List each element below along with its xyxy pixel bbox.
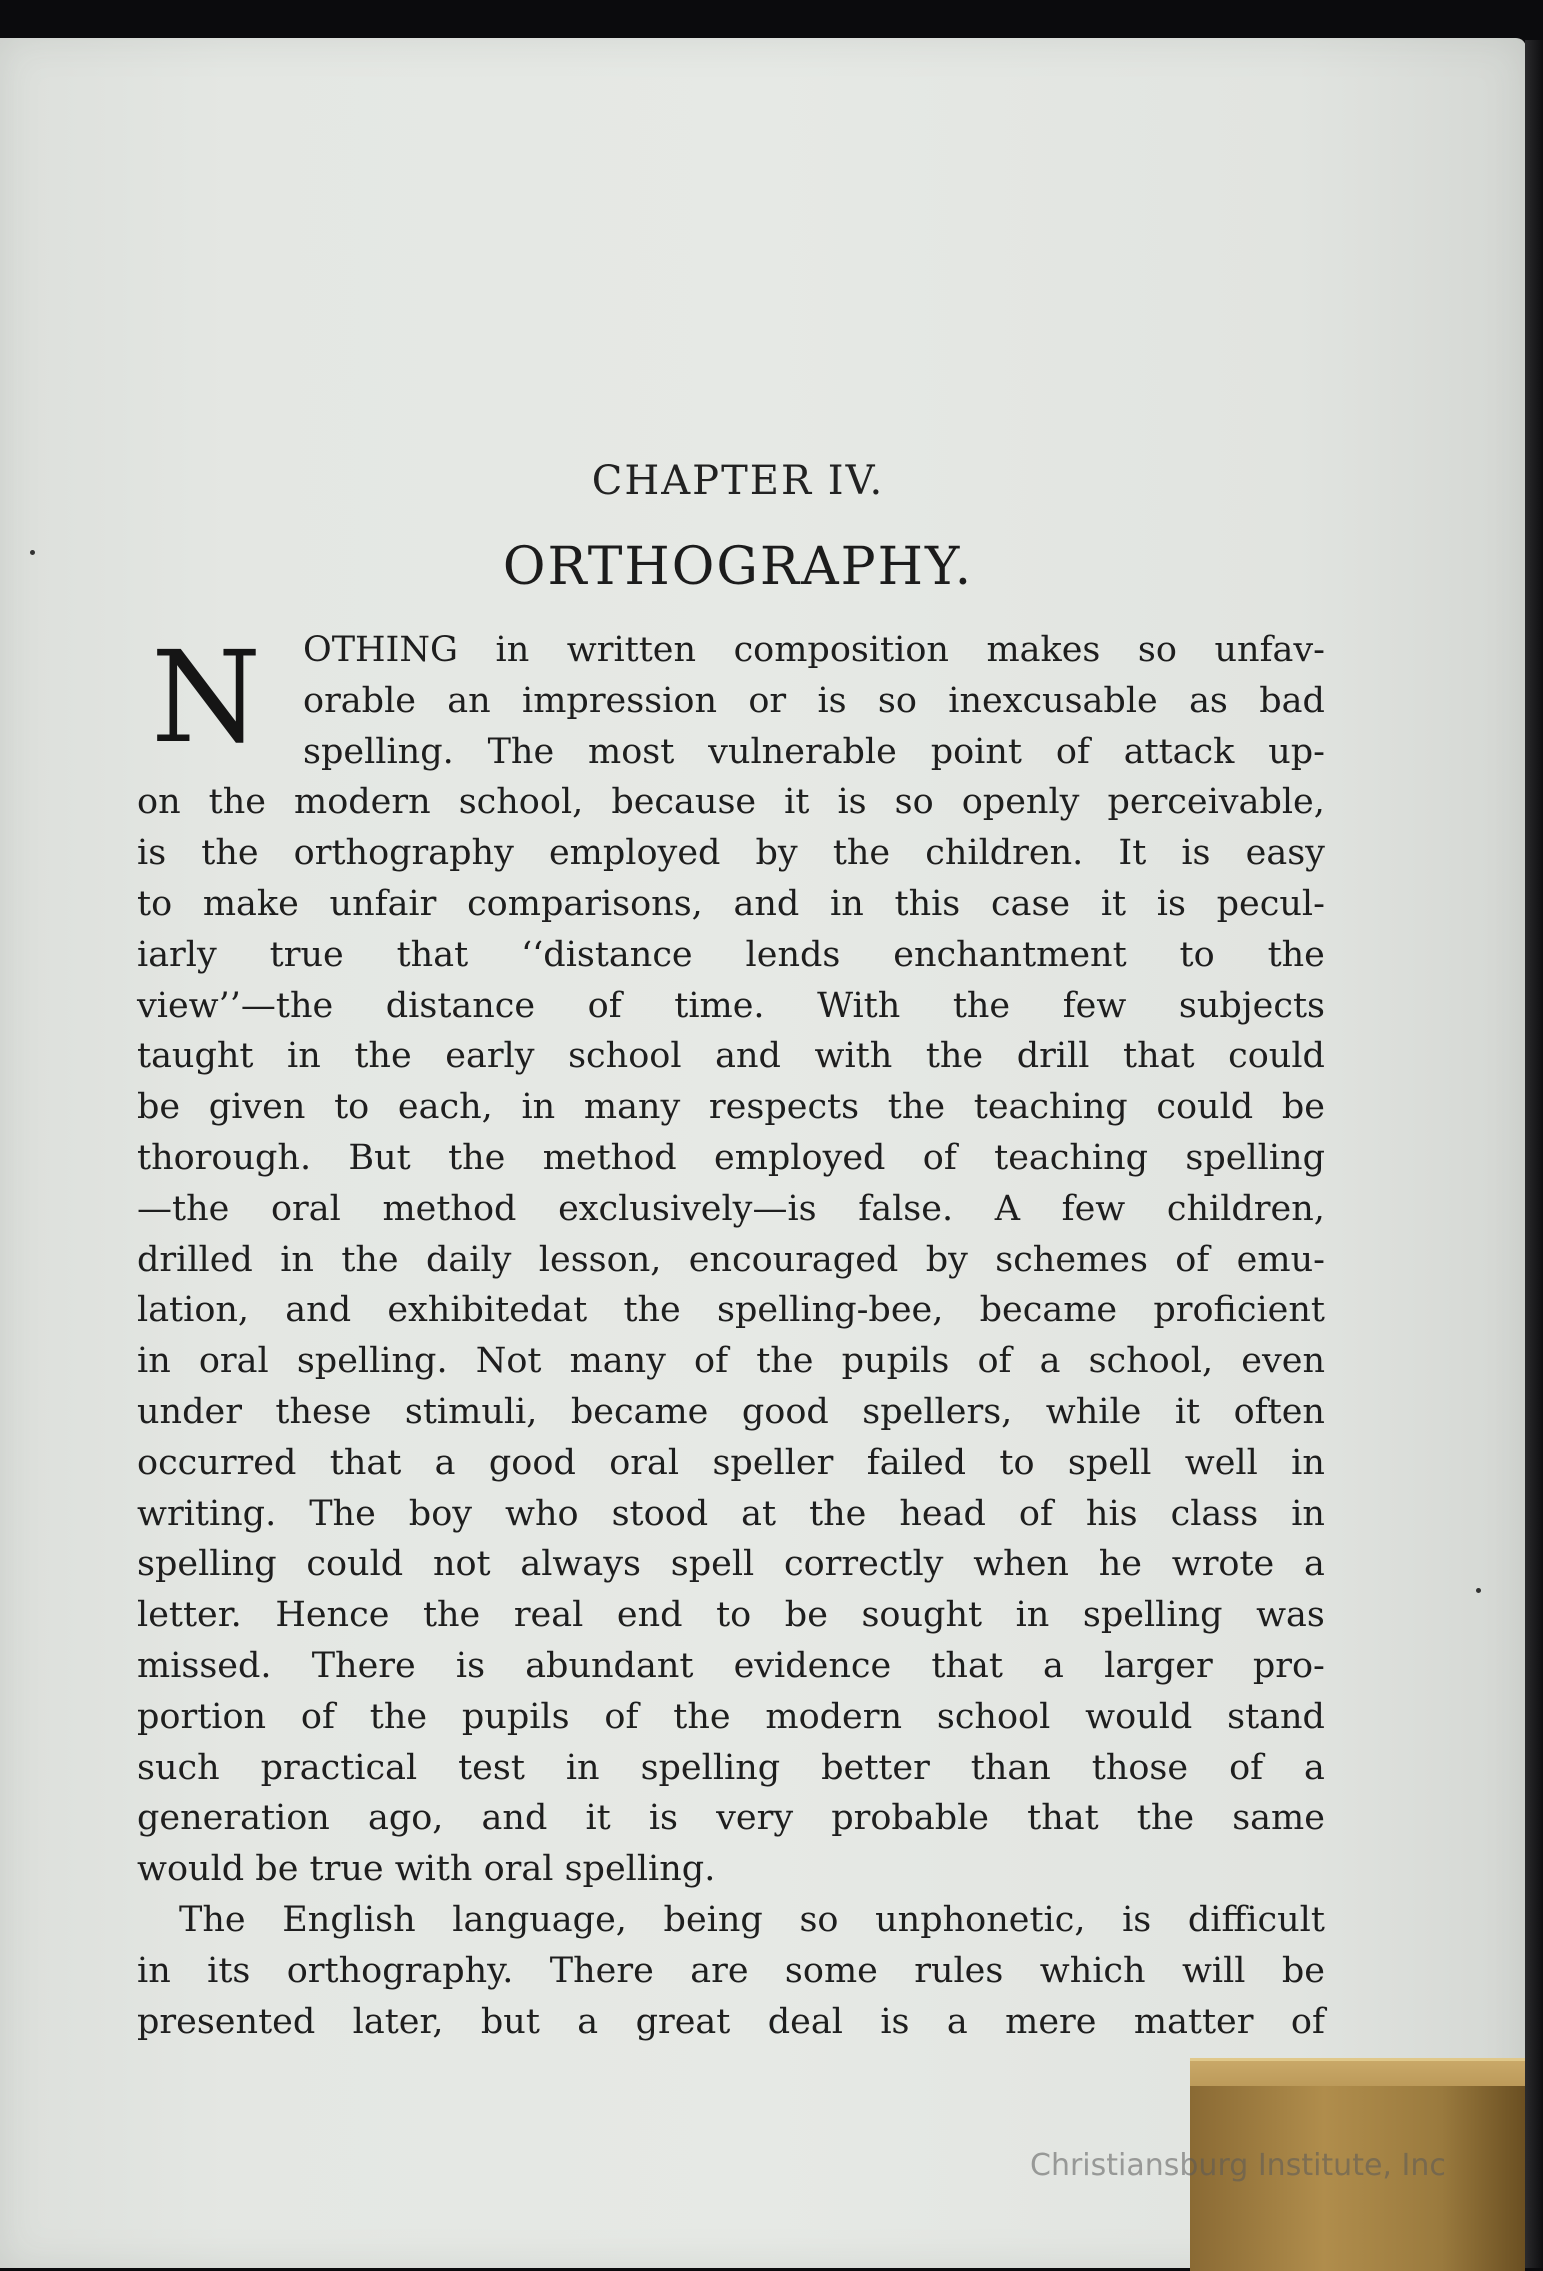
word: test xyxy=(458,1747,525,1788)
text-line xyxy=(137,1743,1325,1794)
word: The xyxy=(179,1899,246,1940)
word: boy xyxy=(408,1493,473,1534)
word: correctly xyxy=(783,1544,944,1585)
word: makes xyxy=(986,630,1101,670)
word: but xyxy=(480,2001,540,2042)
text-line xyxy=(137,1184,1325,1235)
word: lends xyxy=(745,934,841,975)
word: The xyxy=(309,1493,376,1534)
paragraph-1 xyxy=(137,625,1325,1895)
word: orthography. xyxy=(286,1950,514,1991)
word: matter xyxy=(1133,2001,1254,2042)
word: the xyxy=(623,1290,681,1331)
word: to xyxy=(1179,934,1215,975)
word: these xyxy=(275,1391,372,1432)
word: stand xyxy=(1227,1696,1325,1737)
page-edge xyxy=(1525,40,1543,2268)
word: occurred xyxy=(137,1442,297,1483)
word: in xyxy=(830,883,864,924)
word: teaching xyxy=(973,1087,1128,1128)
word: unfav- xyxy=(1214,630,1325,670)
text-line xyxy=(137,625,1325,676)
word: stimuli, xyxy=(404,1391,538,1432)
word: But xyxy=(348,1137,411,1178)
word: lesson, xyxy=(538,1239,662,1280)
word: case xyxy=(990,883,1071,924)
word: in xyxy=(137,1341,171,1382)
word: in xyxy=(521,1087,556,1128)
word: wrote xyxy=(1171,1544,1275,1585)
word: each, xyxy=(397,1087,493,1128)
word: the xyxy=(341,1239,399,1280)
text-line xyxy=(137,1133,1325,1184)
word: school, xyxy=(458,782,584,823)
word: that xyxy=(1123,1036,1195,1077)
text-line xyxy=(137,727,1325,778)
text-line xyxy=(137,1031,1325,1082)
word: to xyxy=(334,1087,370,1128)
word: spelling xyxy=(1185,1137,1325,1178)
word: comparisons, xyxy=(467,883,703,924)
word: later, xyxy=(352,2001,444,2042)
text-line xyxy=(137,1895,1325,1946)
word: many xyxy=(569,1341,666,1382)
word: inexcusable xyxy=(948,680,1158,721)
word: daily xyxy=(426,1239,512,1280)
word: evidence xyxy=(733,1645,892,1686)
word: class xyxy=(1170,1493,1259,1534)
word: spelling-bee, xyxy=(717,1290,944,1331)
word: being xyxy=(663,1899,763,1940)
word: ago, xyxy=(367,1798,444,1839)
text-line xyxy=(137,1641,1325,1692)
word: as xyxy=(1189,680,1228,721)
word: the xyxy=(201,833,259,874)
word: OTHING xyxy=(303,630,458,670)
text-line xyxy=(137,1336,1325,1387)
word: spelling xyxy=(137,1544,277,1585)
word: it xyxy=(784,782,810,823)
text-line xyxy=(137,930,1325,981)
word: the xyxy=(952,985,1011,1026)
word: and xyxy=(715,1036,781,1077)
word: so xyxy=(1137,630,1177,670)
word: with xyxy=(814,1036,893,1077)
word: is xyxy=(648,1798,678,1839)
text-line xyxy=(137,1590,1325,1641)
word: could xyxy=(306,1544,404,1585)
word: the xyxy=(422,1595,481,1636)
text-line xyxy=(137,1692,1325,1743)
word: well xyxy=(1184,1442,1258,1483)
word: view’’—the xyxy=(137,985,334,1026)
word: could xyxy=(1156,1087,1254,1128)
word: the xyxy=(369,1696,428,1737)
word: missed. xyxy=(137,1645,272,1686)
word: pecul- xyxy=(1216,883,1325,924)
word: proficient xyxy=(1153,1290,1325,1331)
text-line xyxy=(137,1082,1325,1133)
word: end xyxy=(616,1595,683,1636)
word: a xyxy=(946,2001,968,2042)
word: children, xyxy=(1166,1188,1325,1229)
word: of xyxy=(1055,731,1090,772)
word: that xyxy=(396,934,469,975)
word: unfair xyxy=(329,883,437,924)
word: became xyxy=(979,1290,1118,1331)
word: a xyxy=(434,1442,456,1483)
text-line xyxy=(137,879,1325,930)
word: who xyxy=(505,1493,579,1534)
word: by xyxy=(925,1239,968,1280)
word: difficult xyxy=(1187,1899,1325,1940)
word: the xyxy=(809,1493,867,1534)
text-line xyxy=(137,828,1325,879)
word: the xyxy=(756,1341,814,1382)
word: drill xyxy=(1016,1036,1090,1077)
text-line xyxy=(137,1539,1325,1590)
word: the xyxy=(832,833,891,874)
word: of xyxy=(977,1341,1012,1382)
chapter-number: CHAPTER IV. xyxy=(591,458,885,504)
word: many xyxy=(583,1087,681,1128)
word: of xyxy=(1018,1493,1053,1534)
word: time. xyxy=(674,985,765,1026)
word: encouraged xyxy=(688,1239,899,1280)
word: be xyxy=(1281,1950,1325,1991)
word: of xyxy=(300,1696,335,1737)
word: It xyxy=(1118,833,1147,874)
word: English xyxy=(282,1899,416,1940)
word: and xyxy=(481,1798,548,1839)
word: a xyxy=(1039,1341,1061,1382)
word: would xyxy=(1085,1696,1193,1737)
word: taught xyxy=(137,1036,254,1077)
word: became xyxy=(570,1391,709,1432)
text-line xyxy=(137,1997,1325,2048)
text-line xyxy=(137,1438,1325,1489)
word: school xyxy=(936,1696,1051,1737)
word: to xyxy=(999,1442,1035,1483)
word: so xyxy=(877,680,917,721)
word: of xyxy=(604,1696,639,1737)
word: by xyxy=(755,833,798,874)
word: composition xyxy=(733,630,949,670)
word: modern xyxy=(294,782,431,823)
word: stood xyxy=(611,1493,709,1534)
word: There xyxy=(549,1950,654,1991)
word: he xyxy=(1098,1544,1142,1585)
word: oral xyxy=(609,1442,680,1483)
word: emu- xyxy=(1236,1239,1325,1280)
word: which xyxy=(1039,1950,1146,1991)
word: that xyxy=(931,1645,1003,1686)
word: of xyxy=(694,1341,729,1382)
word: true xyxy=(269,934,344,975)
word: and xyxy=(733,883,800,924)
word: is xyxy=(817,680,847,721)
word: the xyxy=(925,1036,984,1077)
word: be xyxy=(1281,1087,1325,1128)
word: when xyxy=(973,1544,1069,1585)
word: With xyxy=(817,985,901,1026)
word: deal xyxy=(767,2001,843,2042)
word: of xyxy=(587,985,622,1026)
word: generation xyxy=(137,1798,330,1839)
word: of xyxy=(1229,1747,1264,1788)
word: a xyxy=(577,2001,599,2042)
word: oral xyxy=(270,1188,341,1229)
word: it xyxy=(1174,1391,1201,1432)
word: always xyxy=(520,1544,641,1585)
word: lation, xyxy=(137,1290,250,1331)
word: such xyxy=(137,1747,220,1788)
word: The xyxy=(487,731,555,772)
word: good xyxy=(488,1442,576,1483)
word: Not xyxy=(475,1341,542,1382)
watermark: Christiansburg Institute, Inc xyxy=(1030,2148,1446,2183)
word: school xyxy=(568,1036,682,1077)
word: the xyxy=(1267,934,1325,975)
word: be xyxy=(784,1595,828,1636)
word: most xyxy=(588,731,675,772)
word: bad xyxy=(1259,680,1325,721)
word: spellers, xyxy=(862,1391,1013,1432)
word: subjects xyxy=(1178,985,1325,1026)
word: of xyxy=(1175,1239,1210,1280)
word: exhibitedat xyxy=(387,1290,588,1331)
word: spelling xyxy=(640,1747,781,1788)
word: There xyxy=(311,1645,416,1686)
word: —the xyxy=(137,1188,230,1229)
word: writing. xyxy=(137,1493,277,1534)
word: the xyxy=(1136,1798,1195,1839)
word: language, xyxy=(452,1899,627,1940)
word: not xyxy=(432,1544,491,1585)
text-line xyxy=(137,1793,1325,1844)
word: perceivable, xyxy=(1107,782,1325,823)
word: is xyxy=(455,1645,486,1686)
text-line xyxy=(137,981,1325,1032)
word: the xyxy=(448,1137,506,1178)
word: the xyxy=(354,1036,412,1077)
word: openly xyxy=(961,782,1080,823)
word: larger xyxy=(1104,1645,1213,1686)
word: in xyxy=(287,1036,321,1077)
word: is xyxy=(837,782,867,823)
word: in xyxy=(137,1950,171,1991)
word: letter. xyxy=(137,1595,242,1636)
word: good xyxy=(741,1391,829,1432)
word: spelling. xyxy=(303,731,454,772)
word: of xyxy=(1290,2001,1325,2042)
word: abundant xyxy=(525,1645,694,1686)
word: orthography xyxy=(293,833,514,874)
word: false. xyxy=(858,1188,954,1229)
word: this xyxy=(894,883,961,924)
word: Hence xyxy=(275,1595,390,1636)
word: often xyxy=(1233,1391,1325,1432)
word: to xyxy=(137,883,173,924)
word: very xyxy=(716,1798,794,1839)
word: that xyxy=(1027,1798,1099,1839)
word: speller xyxy=(712,1442,834,1483)
word: or xyxy=(748,680,787,721)
word: probable xyxy=(831,1798,990,1839)
word: real xyxy=(513,1595,584,1636)
word: easy xyxy=(1245,833,1325,874)
word: mere xyxy=(1005,2001,1097,2042)
text-line xyxy=(137,1946,1325,1997)
word: iarly xyxy=(137,934,217,975)
word: pupils xyxy=(461,1696,570,1737)
word: be xyxy=(137,1087,181,1128)
word: up- xyxy=(1268,731,1325,772)
word: unphonetic, xyxy=(875,1899,1086,1940)
word: a xyxy=(1304,1747,1325,1788)
word: while xyxy=(1045,1391,1142,1432)
word: exclusively—is xyxy=(558,1188,817,1229)
text-line xyxy=(137,777,1325,828)
text-line xyxy=(137,676,1325,727)
stray-mark xyxy=(1476,1588,1481,1593)
word: to xyxy=(716,1595,752,1636)
word: few xyxy=(1062,985,1127,1026)
word: make xyxy=(202,883,299,924)
word: is xyxy=(1122,1899,1152,1940)
word: is xyxy=(137,833,167,874)
word: few xyxy=(1061,1188,1126,1229)
drop-cap: N xyxy=(151,624,262,771)
word: the xyxy=(673,1696,731,1737)
word: enchantment xyxy=(893,934,1127,975)
word: head xyxy=(899,1493,986,1534)
word: pro- xyxy=(1252,1645,1325,1686)
word: in xyxy=(1291,1442,1325,1483)
text-line xyxy=(137,1489,1325,1540)
word: oral xyxy=(198,1341,269,1382)
body-text xyxy=(137,625,1325,2047)
word: that xyxy=(329,1442,402,1483)
text-line: would be true with oral spelling. xyxy=(137,1849,716,1890)
word: in xyxy=(495,630,530,670)
word: vulnerable xyxy=(708,731,897,772)
word: spell xyxy=(1067,1442,1152,1483)
word: will xyxy=(1181,1950,1246,1991)
word: of xyxy=(922,1137,957,1178)
word: schemes xyxy=(995,1239,1148,1280)
word: rules xyxy=(914,1950,1004,1991)
word: thorough. xyxy=(137,1137,312,1178)
word: is xyxy=(880,2001,910,2042)
word: attack xyxy=(1123,731,1235,772)
word: point xyxy=(930,731,1022,772)
word: could xyxy=(1228,1036,1325,1077)
word: drilled xyxy=(137,1239,253,1280)
word: an xyxy=(447,680,491,721)
word: was xyxy=(1256,1595,1325,1636)
word: spell xyxy=(670,1544,755,1585)
word: pupils xyxy=(841,1341,950,1382)
word: employed xyxy=(548,833,721,874)
word: employed xyxy=(714,1137,886,1178)
word: sought xyxy=(861,1595,983,1636)
word: ‘‘distance xyxy=(521,934,693,975)
paragraph-2 xyxy=(137,1895,1325,2047)
word: modern xyxy=(765,1696,903,1737)
word: method xyxy=(382,1188,517,1229)
word: teaching xyxy=(994,1137,1149,1178)
word: is xyxy=(1181,833,1211,874)
word: a xyxy=(1304,1544,1325,1585)
word: great xyxy=(635,2001,731,2042)
word: those xyxy=(1091,1747,1189,1788)
word: a xyxy=(1043,1645,1064,1686)
word: same xyxy=(1232,1798,1325,1839)
word: given xyxy=(208,1087,306,1128)
text-line xyxy=(137,1285,1325,1336)
word: in xyxy=(280,1239,314,1280)
word: in xyxy=(565,1747,600,1788)
word: it xyxy=(1100,883,1127,924)
word: the xyxy=(887,1087,946,1128)
word: are xyxy=(690,1950,749,1991)
word: than xyxy=(970,1747,1051,1788)
word: written xyxy=(566,630,697,670)
word: some xyxy=(784,1950,878,1991)
word: and xyxy=(285,1290,352,1331)
word: so xyxy=(799,1899,839,1940)
word: children. xyxy=(925,833,1084,874)
text-line xyxy=(137,1235,1325,1286)
word: practical xyxy=(260,1747,418,1788)
chapter-title: ORTHOGRAPHY. xyxy=(502,537,974,597)
word: its xyxy=(207,1950,251,1991)
text-line xyxy=(137,1387,1325,1438)
word: better xyxy=(821,1747,930,1788)
word: it xyxy=(585,1798,611,1839)
word: spelling. xyxy=(296,1341,448,1382)
word: A xyxy=(994,1188,1020,1229)
word: is xyxy=(1156,883,1186,924)
word: so xyxy=(894,782,934,823)
word: early xyxy=(445,1036,535,1077)
word: portion xyxy=(137,1696,267,1737)
word: in xyxy=(1291,1493,1325,1534)
word: respects xyxy=(708,1087,860,1128)
word: failed xyxy=(866,1442,967,1483)
word: distance xyxy=(385,985,536,1026)
word: his xyxy=(1085,1493,1138,1534)
word: because xyxy=(611,782,757,823)
word: in xyxy=(1015,1595,1050,1636)
word: impression xyxy=(522,680,717,721)
word: the xyxy=(208,782,266,823)
word: even xyxy=(1241,1341,1325,1382)
word: on xyxy=(137,782,181,823)
word: method xyxy=(542,1137,677,1178)
word: spelling xyxy=(1082,1595,1223,1636)
word: presented xyxy=(137,2001,316,2042)
word: school, xyxy=(1088,1341,1214,1382)
word: under xyxy=(137,1391,242,1432)
word: orable xyxy=(303,680,416,721)
word: at xyxy=(741,1493,777,1534)
